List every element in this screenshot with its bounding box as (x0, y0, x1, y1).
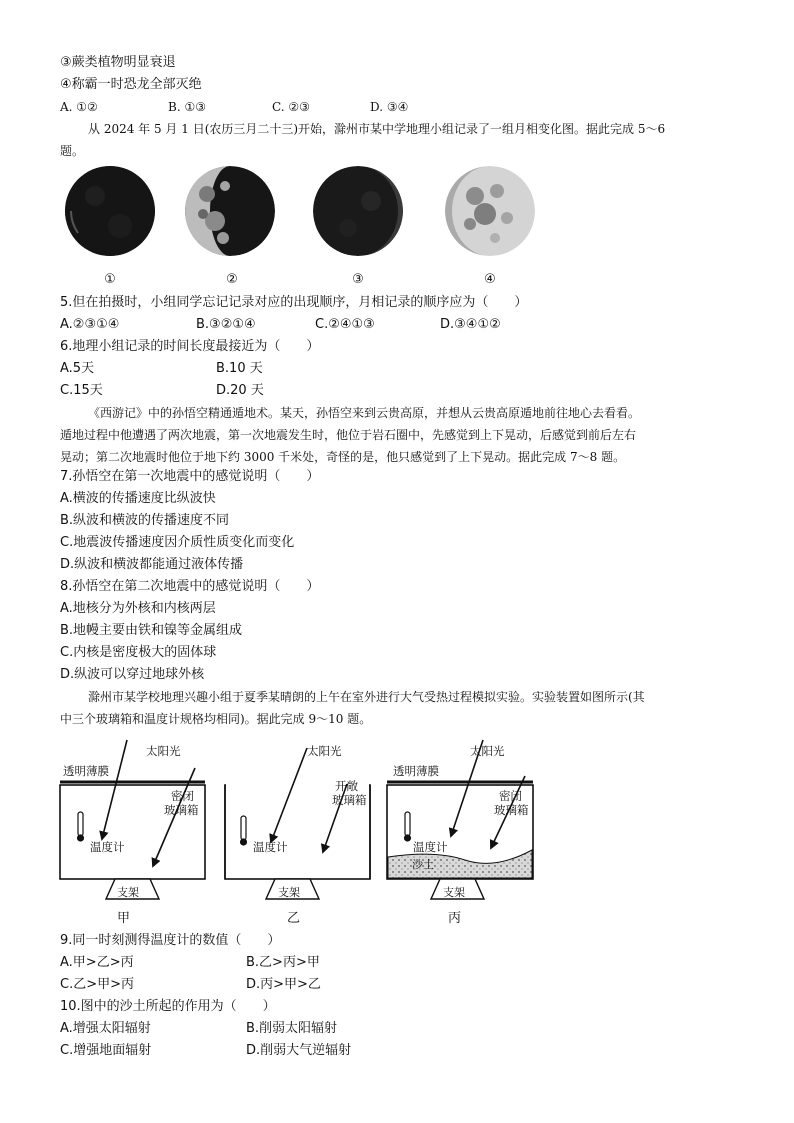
q10-option-d: D.削弱大气逆辐射 (246, 1043, 352, 1058)
q6-option-d: D.20 天 (216, 383, 264, 398)
q9-option-c: C.乙>甲>丙 (60, 977, 134, 992)
moon-intro-line1: 从 2024 年 5 月 1 日(农历三月二十三)开始，滁州市某中学地理小组记录了一组月相变化图。据此完成 5～6 (88, 122, 666, 136)
passage-xiyouji-line3: 晃动；第二次地震时他位于地下约 3000 千米处，奇怪的是，他只感觉到了上下晃动。据此完成 7～8 题。 (60, 450, 626, 464)
box-yi (225, 748, 370, 899)
q6-option-a: A.5天 (60, 361, 95, 376)
label-sunlight-jia: 太阳光 (146, 744, 181, 758)
q5-stem: 5.但在拍摄时，小组同学忘记记录对应的出现顺序，月相记录的顺序应为（ ） (60, 295, 528, 310)
q7-stem: 7.孙悟空在第一次地震中的感觉说明（ ） (60, 469, 320, 484)
caption-bing: 丙 (448, 911, 462, 926)
q8-stem: 8.孙悟空在第二次地震中的感觉说明（ ） (60, 579, 320, 594)
q5-option-a: A.②③①④ (60, 317, 120, 332)
moon-label-4: ④ (484, 272, 496, 287)
caption-jia: 甲 (117, 911, 131, 926)
label-sealed-jia-2: 玻璃箱 (164, 803, 199, 817)
label-sealed-jia-1: 密闭 (171, 789, 194, 803)
q4-option-a: A. ①② (60, 100, 98, 114)
moon-label-3: ③ (352, 272, 364, 287)
label-thermometer-yi: 温度计 (253, 840, 288, 854)
q4-option-c: C. ②③ (272, 100, 310, 114)
q8-option-a: A.地核分为外核和内核两层 (60, 601, 216, 616)
q5-option-c: C.②④①③ (315, 317, 375, 332)
q9-option-a: A.甲>乙>丙 (60, 955, 134, 970)
caption-yi: 乙 (287, 911, 301, 926)
q4-item-3: ③蕨类植物明显衰退 (60, 55, 176, 70)
moon-phase-3-image (313, 166, 403, 256)
thermometer-icon (240, 816, 247, 846)
q6-option-b: B.10 天 (216, 361, 263, 376)
passage-xiyouji-line1: 《西游记》中的孙悟空精通遁地术。某天，孙悟空来到云贵高原，并想从云贵高原遁地前往地心去看看。 (88, 406, 641, 420)
label-thermometer-bing: 温度计 (413, 840, 448, 854)
label-sealed-bing-1: 密闭 (499, 789, 522, 803)
label-film-jia: 透明薄膜 (63, 764, 109, 778)
sand-layer (388, 850, 532, 878)
label-stand-bing: 支架 (443, 886, 465, 899)
label-open-yi-1: 开敞 (335, 779, 358, 793)
q4-option-b: B. ①③ (168, 100, 206, 114)
q10-option-a: A.增强太阳辐射 (60, 1021, 151, 1036)
label-film-bing: 透明薄膜 (393, 764, 439, 778)
q9-option-d: D.丙>甲>乙 (246, 977, 321, 992)
q6-option-c: C.15天 (60, 383, 103, 398)
label-open-yi-2: 玻璃箱 (332, 793, 367, 807)
q5-option-b: B.③②①④ (196, 317, 256, 332)
moon-label-2: ② (226, 272, 238, 287)
q8-option-c: C.内核是密度极大的固体球 (60, 645, 217, 660)
q7-option-b: B.纵波和横波的传播速度不同 (60, 513, 230, 528)
q10-option-c: C.增强地面辐射 (60, 1043, 152, 1058)
q4-option-d: D. ③④ (370, 100, 409, 114)
moon-phase-4-image (445, 166, 535, 256)
q9-stem: 9.同一时刻测得温度计的数值（ ） (60, 933, 281, 948)
q7-option-a: A.横波的传播速度比纵波快 (60, 491, 216, 506)
label-sand: 沙土 (412, 858, 434, 871)
thermometer-icon (77, 812, 84, 842)
sunlight-arrow-yi-1 (271, 748, 307, 842)
q6-stem: 6.地理小组记录的时间长度最接近为（ ） (60, 339, 320, 354)
moon-intro-line2: 题。 (60, 144, 85, 158)
passage-xiyouji-line2: 遁地过程中他遭遇了两次地震，第一次地震发生时，他位于岩石圈中，先感觉到上下晃动，后感觉到前后左右 (60, 428, 637, 442)
q5-option-d: D.③④①② (440, 317, 501, 332)
sunlight-arrow-jia-1 (102, 740, 127, 839)
moon-phase-1-image (65, 166, 155, 256)
q10-option-b: B.削弱太阳辐射 (246, 1021, 338, 1036)
q8-option-d: D.纵波可以穿过地球外核 (60, 667, 205, 682)
label-stand-yi: 支架 (278, 886, 300, 899)
q10-stem: 10.图中的沙土所起的作用为（ ） (60, 999, 276, 1014)
q7-option-d: D.纵波和横波都能通过液体传播 (60, 557, 244, 572)
label-sealed-bing-2: 玻璃箱 (494, 803, 529, 817)
moon-phase-2-image (185, 166, 275, 256)
q7-option-c: C.地震波传播速度因介质性质变化而变化 (60, 535, 295, 550)
label-thermometer-jia: 温度计 (90, 840, 125, 854)
q9-option-b: B.乙>丙>甲 (246, 955, 320, 970)
passage-experiment-line2: 中三个玻璃箱和温度计规格均相同)。据此完成 9～10 题。 (60, 712, 372, 726)
passage-experiment-line1: 滁州市某学校地理兴趣小组于夏季某晴朗的上午在室外进行大气受热过程模拟实验。实验装置如图所示(其 (88, 690, 645, 704)
moon-label-1: ① (104, 272, 116, 287)
q4-item-4: ④称霸一时恐龙全部灭绝 (60, 77, 202, 92)
label-stand-jia: 支架 (117, 886, 139, 899)
label-sunlight-yi: 太阳光 (307, 744, 342, 758)
thermometer-icon (404, 812, 411, 842)
label-sunlight-bing: 太阳光 (470, 744, 505, 758)
q8-option-b: B.地幔主要由铁和镍等金属组成 (60, 623, 243, 638)
